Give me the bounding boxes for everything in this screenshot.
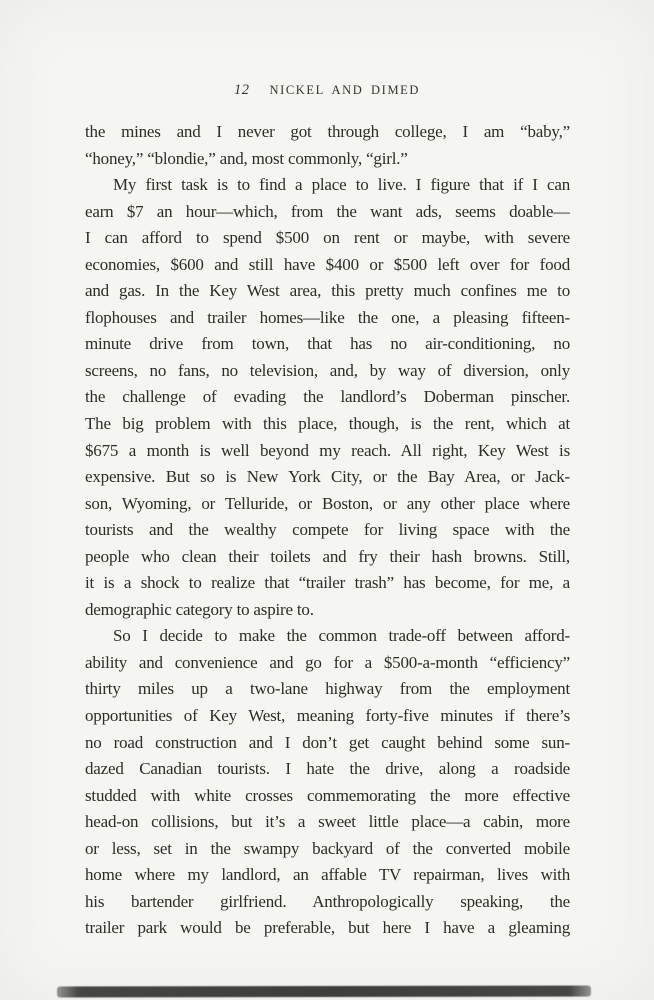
text-line: son, Wyoming, or Telluride, or Boston, or any other place where (85, 493, 570, 513)
page-edge-scan-artifact (57, 986, 591, 998)
text-line: opportunities of Key West, meaning forty-five minutes if there’s (85, 706, 570, 726)
text-line: it is a shock to realize that “trailer trash” has become, for me, a (85, 573, 570, 593)
text-line: My first task is to find a place to live. I figure that if I can (113, 175, 570, 195)
text-line: head-on collisions, but it’s a sweet little place—a cabin, more (85, 812, 570, 832)
text-line: The big problem with this place, though, is the rent, which at (85, 414, 570, 434)
text-line: trailer park would be preferable, but here I have a gleaming (85, 918, 570, 938)
text-line: tourists and the wealthy compete for living space with the (85, 520, 570, 540)
text-line: and gas. In the Key West area, this pretty much confines me to (85, 281, 570, 301)
text-line: expensive. But so is New York City, or the Bay Area, or Jack- (85, 467, 570, 487)
text-line: screens, no fans, no television, and, by way of diversion, only (85, 360, 570, 380)
page-number: 12 (233, 82, 250, 98)
text-line: minute drive from town, that has no air-conditioning, no (85, 334, 570, 354)
running-head-title: NICKEL AND DIMED (269, 83, 421, 97)
text-line: dazed Canadian tourists. I hate the drive, along a roadside (85, 759, 570, 779)
text-line: people who clean their toilets and fry their hash browns. Still, (85, 546, 570, 566)
text-line: the challenge of evading the landlord’s Doberman pinscher. (85, 387, 570, 407)
text-line: demographic category to aspire to. (85, 599, 314, 619)
text-line: no road construction and I don’t get caught behind some sun- (85, 732, 570, 752)
text-line: So I decide to make the common trade-off between afford- (113, 626, 570, 646)
text-line: studded with white crosses commemorating the more effective (85, 785, 570, 805)
text-line: or less, set in the swampy backyard of the converted mobile (85, 838, 570, 858)
text-line: flophouses and trailer homes—like the one, a pleasing fifteen- (85, 307, 570, 327)
text-line: thirty miles up a two-lane highway from the employment (85, 679, 570, 699)
text-line: “honey,” “blondie,” and, most commonly, “girl.” (85, 148, 408, 168)
body-text (85, 119, 570, 942)
page-header (85, 0, 570, 98)
text-line: earn $7 an hour—which, from the want ads, seems doable— (85, 201, 570, 221)
text-line: I can afford to spend $500 on rent or maybe, with severe (85, 228, 570, 248)
text-line: the mines and I never got through college, I am “baby,” (85, 122, 570, 141)
text-line: economies, $600 and still have $400 or $500 left over for food (85, 254, 570, 274)
text-line: home where my landlord, an affable TV repairman, lives with (85, 865, 570, 885)
text-line: ability and convenience and go for a $500-a-month “efficiency” (85, 652, 570, 672)
text-line: $675 a month is well beyond my reach. All right, Key West is (85, 440, 570, 460)
text-line: his bartender girlfriend. Anthropologically speaking, the (85, 891, 570, 911)
